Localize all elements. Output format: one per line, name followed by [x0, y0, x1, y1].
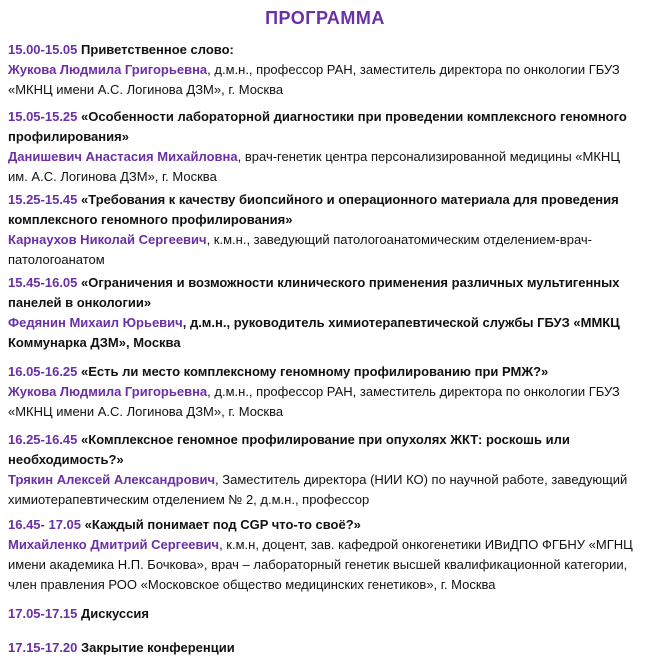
program-item	[8, 515, 638, 595]
item-speaker-desc: , к.м.н, доцент, зав. кафедрой онкогенетики ИВиДПО ФГБНУ «МГНЦ имени академика Н.П. Бочкова», врач – лабораторный генетик высшей квалификационной категории,	[8, 537, 633, 572]
item-time: 15.05-15.25	[8, 109, 78, 124]
program-item	[8, 604, 638, 624]
item-topic: Приветственное слово:	[81, 42, 234, 57]
item-time: 17.15-17.20	[8, 640, 78, 655]
item-speaker: Трякин Алексей Александрович	[8, 472, 216, 487]
item-speaker-desc: , Заместитель директора (НИИ КО) по научной работе, заведующий химиотерапевтическим отделением № 2, д.м.н., профессор	[8, 472, 628, 507]
item-speaker: Данишевич Анастасия Михайловна	[8, 149, 238, 164]
page-title: ПРОГРАММА	[265, 8, 385, 28]
item-topic: «Требования к качеству биопсийного и операционного материала для проведения комплексного геномного профилирования»	[8, 192, 619, 227]
item-speaker-desc-extra: член правления РОО «Московское общество медицинских генетиков», г. Москва	[8, 577, 496, 592]
item-topic: «Ограничения и возможности клинического применения различных мультигенных панелей в онкологии»	[8, 275, 620, 310]
item-speaker-desc: , д.м.н., профессор РАН, заместитель директора по онкологии ГБУЗ «МКНЦ имени А.С. Логинова ДЗМ», г. Москва	[8, 384, 620, 419]
program-item	[8, 638, 638, 658]
item-time: 17.05-17.15	[8, 606, 78, 621]
item-topic: «Комплексное геномное профилирование при опухолях ЖКТ: роскошь или необходимость?»	[8, 432, 570, 467]
program-item	[8, 40, 638, 100]
item-speaker: Жукова Людмила Григорьевна	[8, 62, 208, 77]
item-time: 16.45- 17.05	[8, 517, 82, 532]
item-time: 15.45-16.05	[8, 275, 78, 290]
item-topic: Дискуссия	[81, 606, 149, 621]
item-speaker-desc: , врач-генетик центра персонализированной медицины «МКНЦ им. А.С. Логинова ДЗМ», г. Москва	[8, 149, 620, 184]
item-speaker-desc: , к.м.н., заведующий патологоанатомическим отделением-врач-патологоанатом	[8, 232, 592, 267]
item-speaker: Карнаухов Николай Сергеевич	[8, 232, 207, 247]
item-topic: «Каждый понимает под CGP что-то своё?»	[84, 517, 361, 532]
program-item	[8, 107, 638, 187]
program-item	[8, 190, 638, 270]
item-time: 16.05-16.25	[8, 364, 78, 379]
item-speaker-desc: , д.м.н., профессор РАН, заместитель директора по онкологии ГБУЗ «МКНЦ имени А.С. Логинова ДЗМ», г. Москва	[8, 62, 620, 97]
item-speaker-desc: , д.м.н., руководитель химиотерапевтической службы ГБУЗ «ММКЦ Коммунарка ДЗМ», Москва	[8, 315, 620, 350]
program-item	[8, 273, 638, 353]
program-item	[8, 362, 638, 422]
item-topic: Закрытие конференции	[81, 640, 235, 655]
item-topic: «Особенности лабораторной диагностики при проведении комплексного геномного профилирования»	[8, 109, 627, 144]
program-item	[8, 430, 638, 510]
item-speaker: Федянин Михаил Юрьевич	[8, 315, 183, 330]
item-speaker: Михайленко Дмитрий Сергеевич	[8, 537, 220, 552]
item-time: 15.25-15.45	[8, 192, 78, 207]
item-time: 15.00-15.05	[8, 42, 78, 57]
item-speaker: Жукова Людмила Григорьевна	[8, 384, 208, 399]
item-time: 16.25-16.45	[8, 432, 78, 447]
item-topic: «Есть ли место комплексному геномному профилированию при РМЖ?»	[81, 364, 549, 379]
